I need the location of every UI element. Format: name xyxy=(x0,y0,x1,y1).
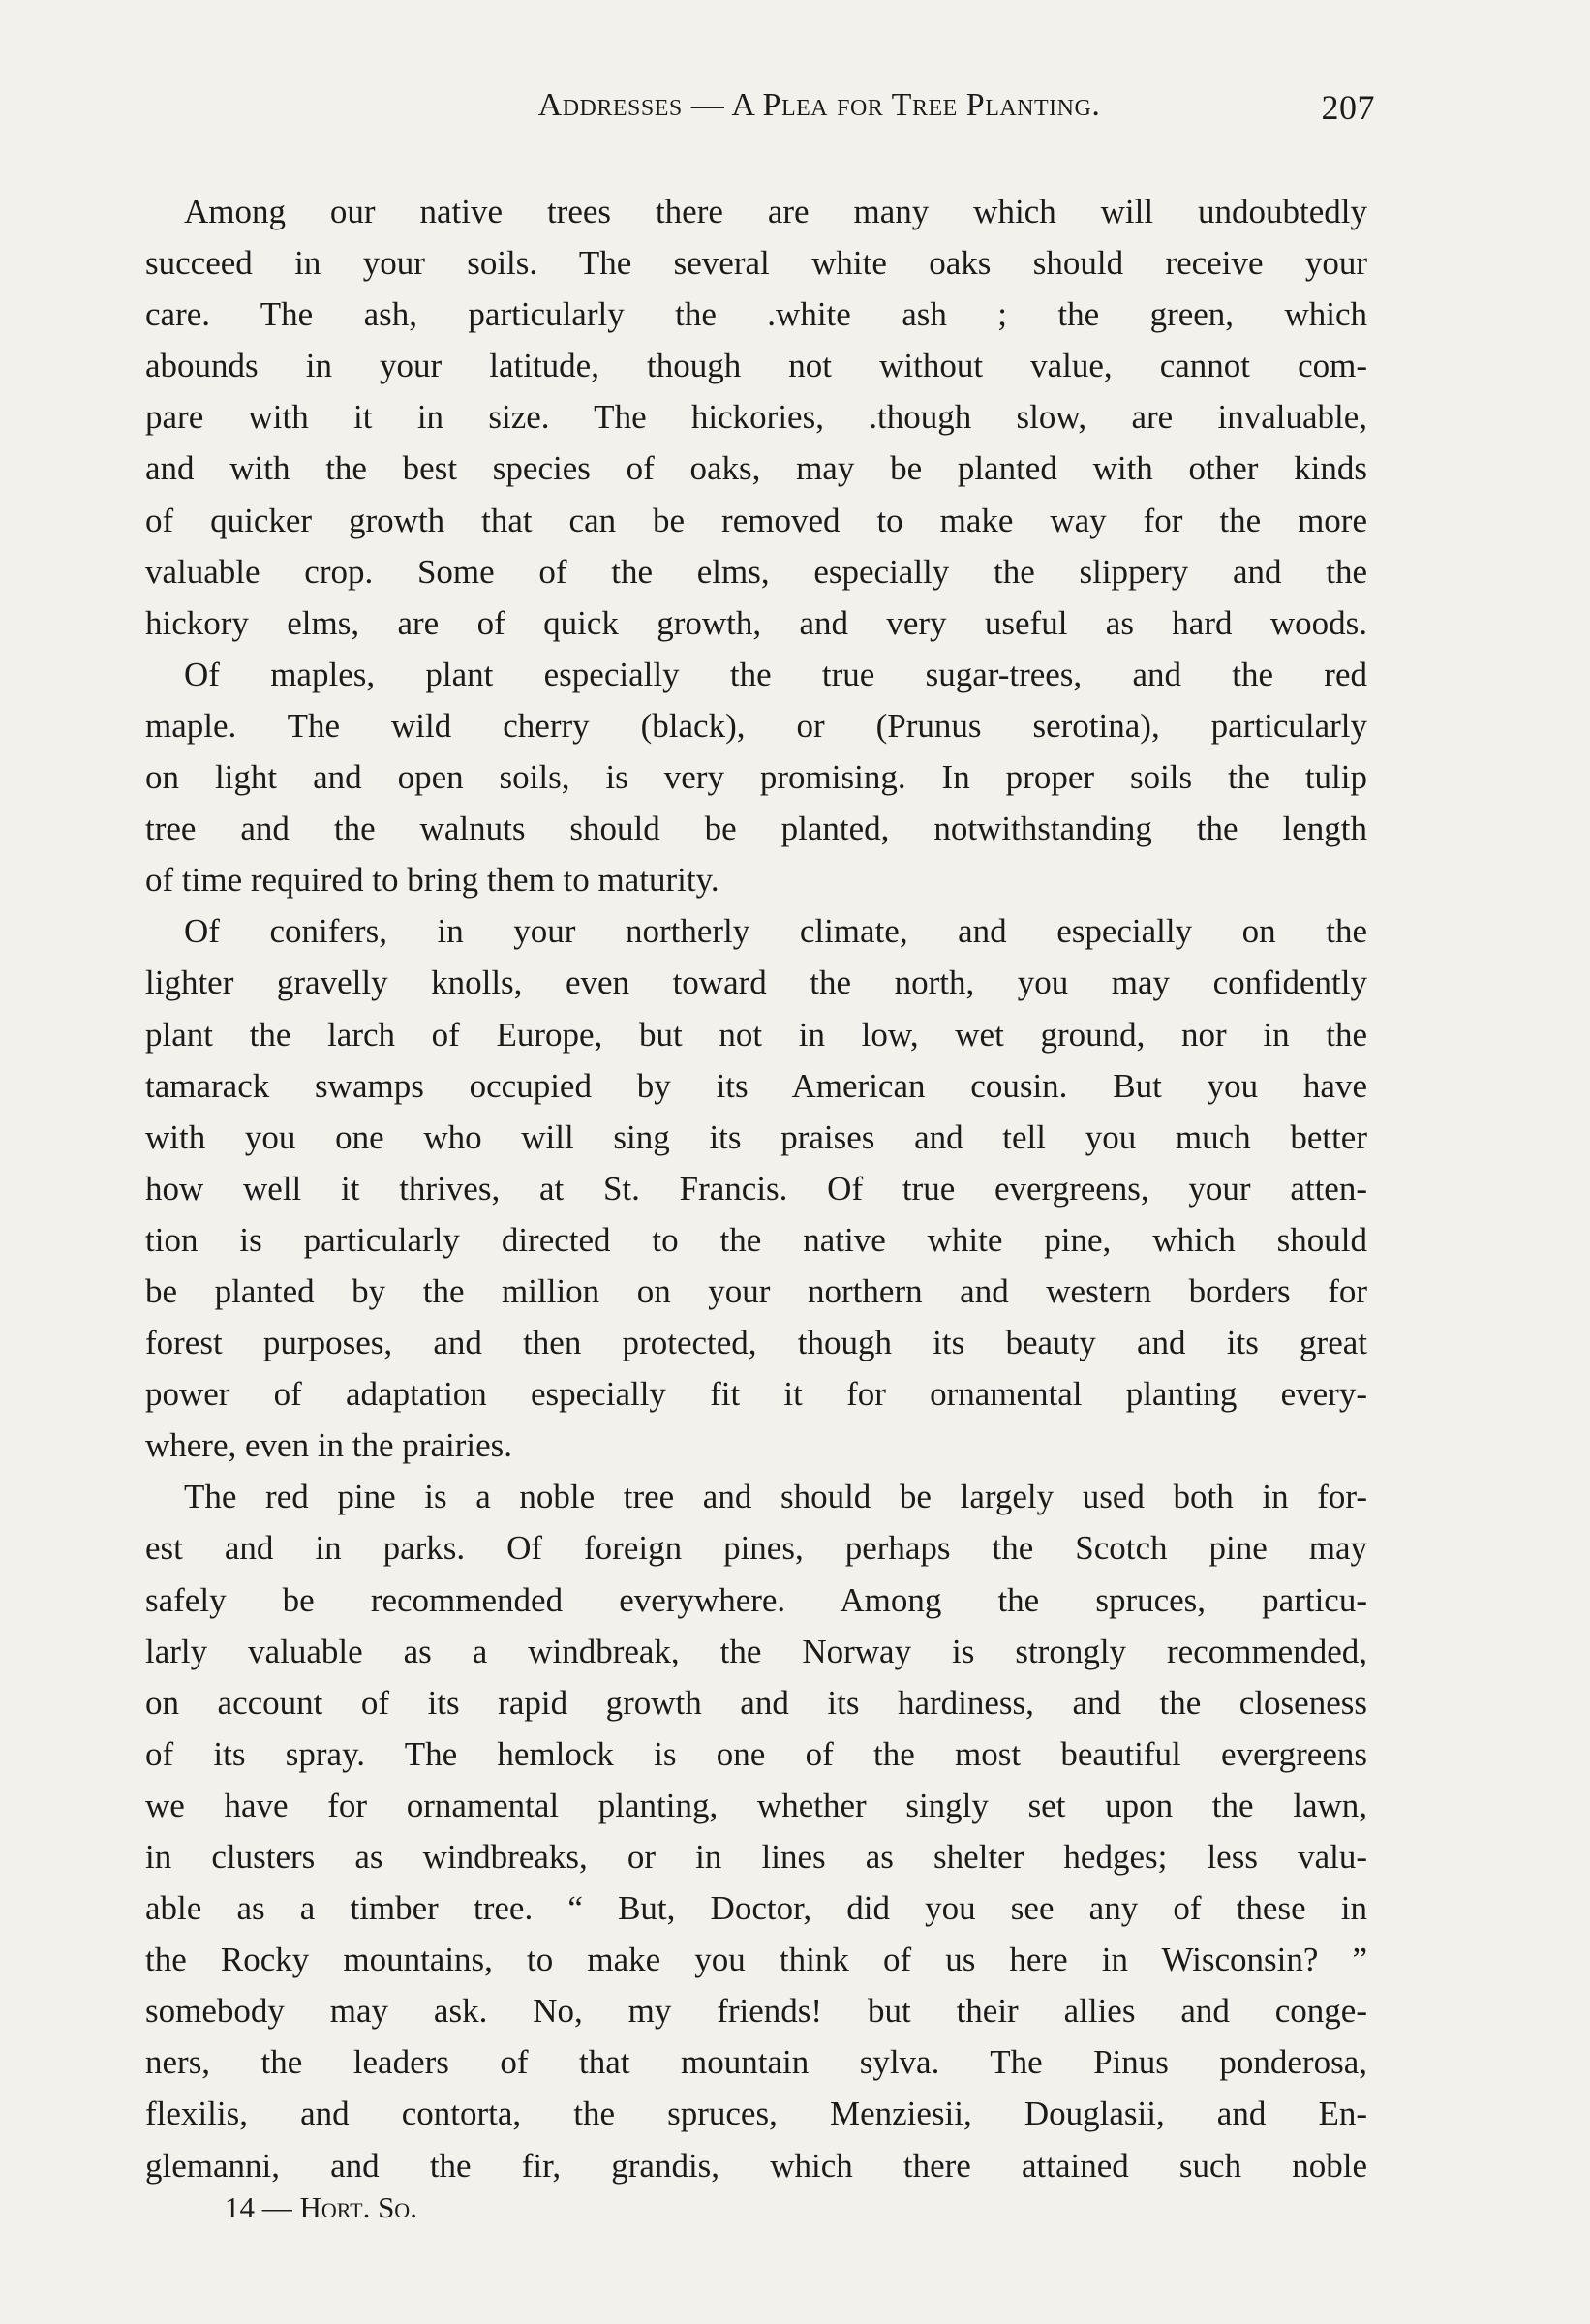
text-line: pare with it in size. The hickories, .though slow, are invaluable, xyxy=(145,398,1367,437)
paragraph-1 xyxy=(145,186,1367,649)
text-line: Among our native trees there are many which will undoubtedly xyxy=(184,193,1367,230)
text-line: larly valuable as a windbreak, the Norway is strongly recommended, xyxy=(145,1632,1367,1670)
paragraph-4 xyxy=(145,1471,1367,2190)
text-line: care. The ash, particularly the .white ash ; the green, which xyxy=(145,295,1367,334)
text-line: safely be recommended everywhere. Among the spruces, particu- xyxy=(145,1580,1367,1619)
text-line: the Rocky mountains, to make you think of us here in Wisconsin? ” xyxy=(145,1941,1367,1979)
text-line: in clusters as windbreaks, or in lines as shelter hedges; less valu- xyxy=(145,1838,1367,1876)
text-line: of quicker growth that can be removed to make way for the more xyxy=(145,501,1367,539)
text-line: how well it thrives, at St. Francis. Of true evergreens, your atten- xyxy=(145,1169,1367,1208)
text-line: The red pine is a noble tree and should be largely used both in for- xyxy=(184,1478,1367,1516)
text-line: tion is particularly directed to the native white pine, which should xyxy=(145,1220,1367,1259)
text-line: maple. The wild cherry (black), or (Prunus serotina), particularly xyxy=(145,706,1367,745)
text-line: glemanni, and the fir, grandis, which there attained such noble xyxy=(145,2146,1367,2185)
text-line: hickory elms, are of quick growth, and very useful as hard woods. xyxy=(145,603,1367,642)
text-line: able as a timber tree. “ But, Doctor, did you see any of these in xyxy=(145,1889,1367,1928)
text-line: of its spray. The hemlock is one of the most beautiful evergreens xyxy=(145,1734,1367,1773)
text-line: and with the best species of oaks, may be planted with other kinds xyxy=(145,449,1367,488)
paragraph-3 xyxy=(145,905,1367,1471)
text-line: forest purposes, and then protected, though its beauty and its great xyxy=(145,1324,1367,1362)
text-line: Of conifers, in your northerly climate, and especially on the xyxy=(184,912,1367,951)
text-line: power of adaptation especially fit it for ornamental planting every- xyxy=(145,1375,1367,1414)
text-line: flexilis, and contorta, the spruces, Menziesii, Douglasii, and En- xyxy=(145,2095,1367,2133)
text-line: succeed in your soils. The several white oaks should receive your xyxy=(145,244,1367,283)
paragraph-2 xyxy=(145,649,1367,905)
text-line: valuable crop. Some of the elms, especially the slippery and the xyxy=(145,552,1367,591)
text-line: where, even in the prairies. xyxy=(145,1426,513,1465)
text-line: be planted by the million on your northern and western borders for xyxy=(145,1271,1367,1310)
page-number: 207 xyxy=(1321,88,1375,127)
text-line: plant the larch of Europe, but not in low, wet ground, nor in the xyxy=(145,1015,1367,1054)
text-line: lighter gravelly knolls, even toward the north, you may confidently xyxy=(145,963,1367,1002)
signature-mark: 14 — Hort. So. xyxy=(225,2190,417,2224)
text-line: on account of its rapid growth and its hardiness, and the closeness xyxy=(145,1683,1367,1722)
text-line: of time required to bring them to maturity. xyxy=(145,861,719,900)
text-line: tamarack swamps occupied by its American cousin. But you have xyxy=(145,1066,1367,1105)
text-line: on light and open soils, is very promising. In proper soils the tulip xyxy=(145,758,1367,797)
running-title: Addresses — A Plea for Tree Planting. xyxy=(537,87,1101,123)
text-line: abounds in your latitude, though not without value, cannot com- xyxy=(145,347,1367,385)
running-head xyxy=(147,87,1375,136)
text-line: somebody may ask. No, my friends! but their allies and conge- xyxy=(145,1992,1367,2031)
text-line: tree and the walnuts should be planted, notwithstanding the length xyxy=(145,810,1367,848)
text-line: with you one who will sing its praises and tell you much better xyxy=(145,1117,1367,1156)
text-line: Of maples, plant especially the true sugar-trees, and the red xyxy=(184,655,1367,693)
body-text xyxy=(145,186,1367,2191)
text-line: est and in parks. Of foreign pines, perhaps the Scotch pine may xyxy=(145,1529,1367,1568)
text-line: ners, the leaders of that mountain sylva. The Pinus ponderosa, xyxy=(145,2043,1367,2082)
text-line: we have for ornamental planting, whether singly set upon the lawn, xyxy=(145,1786,1367,1824)
